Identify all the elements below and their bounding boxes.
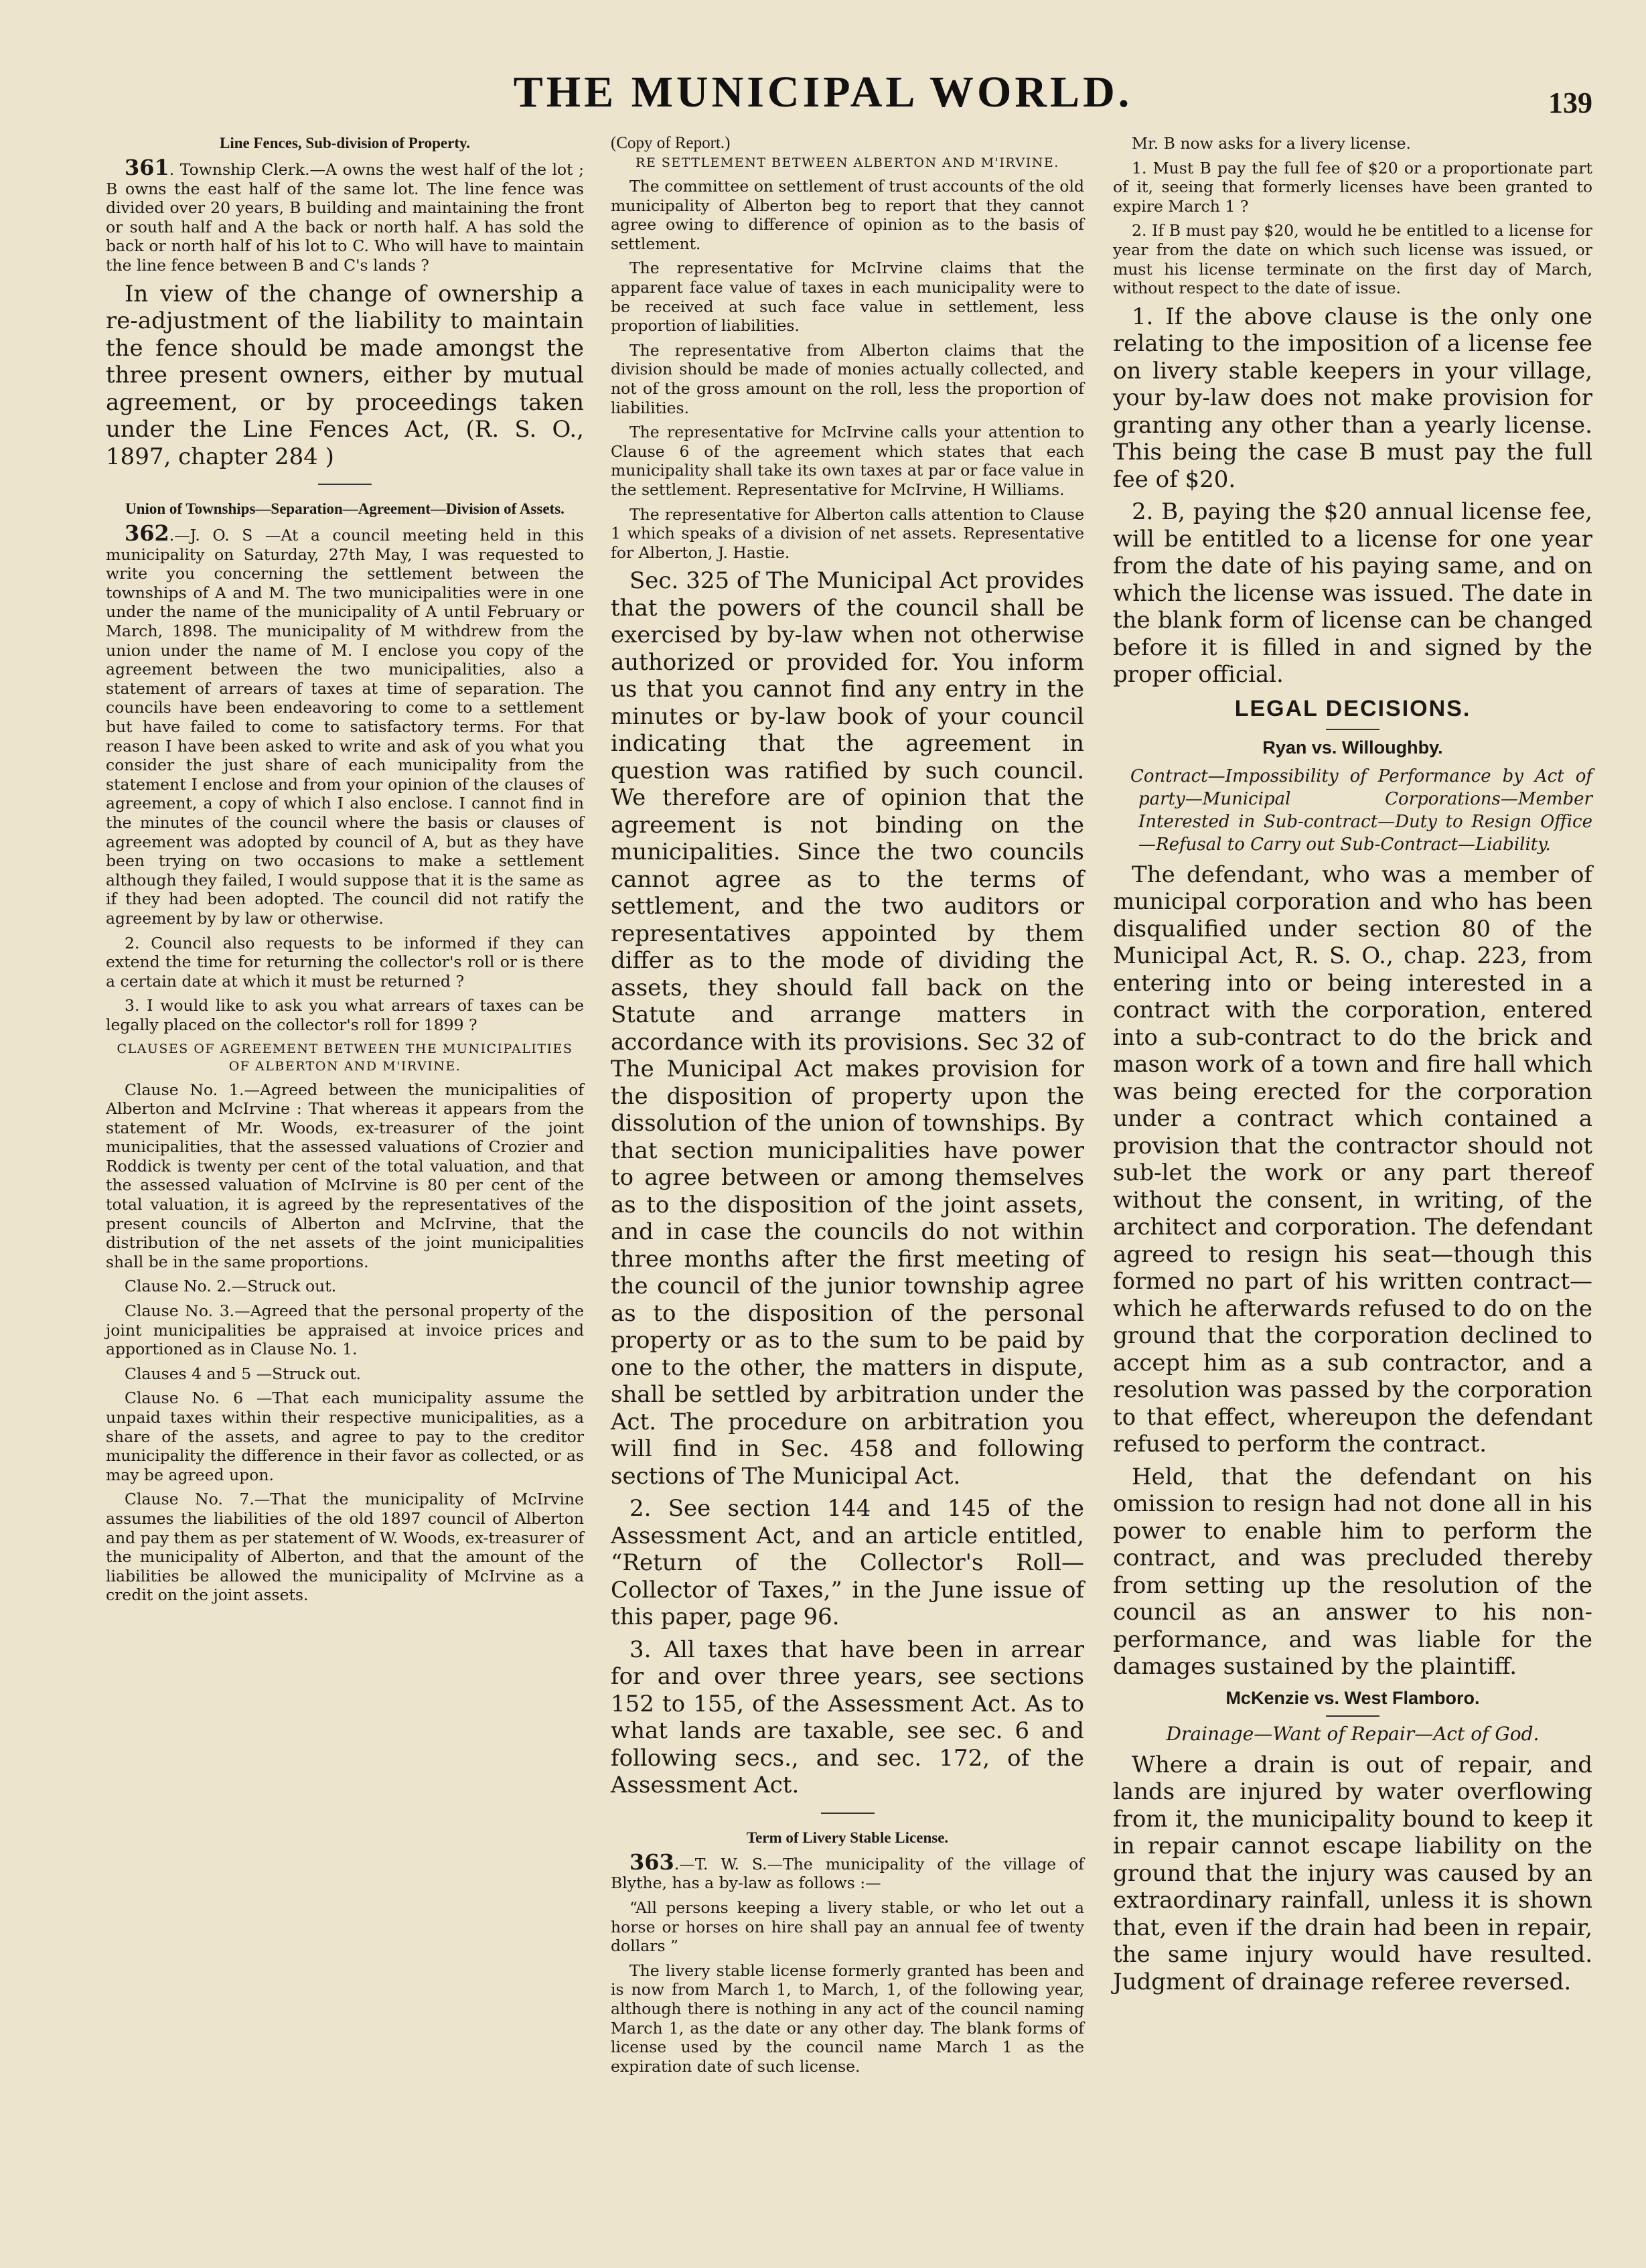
divider bbox=[1326, 1715, 1379, 1717]
q361-heading: Line Fences, Sub-division of Property. bbox=[220, 135, 470, 151]
case-2-summary: Drainage—Want of Repair—Act of God. bbox=[1166, 1722, 1540, 1745]
report-heading: RE SETTLEMENT BETWEEN ALBERTON AND M'IRVINE. bbox=[635, 155, 1059, 170]
q361-question-text: . Township Clerk.—A owns the west half of the lot ; B owns the east half of the same lot. The line fence was divided over 20 years, B building and maintaining the front or south half and A the back or north half. A has sold the back or north half of his lot to C. Who will have to maintain the line fence between B and C's lands ? bbox=[106, 160, 584, 275]
clauses-heading: CLAUSES OF AGREEMENT BETWEEN THE MUNICIPALITIES OF ALBERTON AND M'IRVINE. bbox=[117, 1041, 573, 1074]
q363-p6: 2. If B must pay $20, would he be entitled to a license for year from the date on which such license was issued, or must his license terminate on the first day of March, without respect to the date of issue. bbox=[1113, 221, 1592, 298]
legal-decisions-heading: LEGAL DECISIONS. bbox=[1234, 695, 1471, 721]
answer-p1: Sec. 325 of The Municipal Act provides that the powers of the council shall be exercised by by-law when not otherwise authorized or provided for. You inform us that you cannot find any entry in the minutes or by-law book of your council indicating that the agreement in question was ratified by such council. We therefore are of opinion that the agreement is not binding on the municipalities. Since the two councils cannot agree as to the terms of settlement, and the two auditors or representatives appointed by them differ as to the mode of dividing the assets, they should fall back on the Statute and arrange matters in accordance with its provisions. Sec 32 of The Municipal Act makes provision for the disposition of property upon the dissolution of the union of townships. By that section municipalities have power to agree between or among themselves as to the disposition of the joint assets, and in case the councils do not within three months after the first meeting of the council of the junior township agree as to the disposition of the personal property or as to the sum to be paid by one to the other, the matters in dispute, shall be settled by arbitration under the Act. The procedure on arbitration you will find in Sec. 458 and following sections of The Municipal Act. bbox=[611, 567, 1084, 1490]
answer-p3: 3. All taxes that have been in arrear for and over three years, see sections 152 to 155, of the Assessment Act. As to what lands are taxable, see sec. 6 and following secs., and sec. 172, of the Assessment Act. bbox=[611, 1636, 1084, 1799]
clause-1: Clause No. 1.—Agreed between the municipalities of Alberton and McIrvine : That whereas it appears from the statement of Mr. Woods, ex-treasurer of the joint municipalities, that the assessed valuations of Crozier and Roddick is twenty per cent of the total valuation, and that the assessed valuation of McIrvine is 80 per cent of the total valuation, it is agreed by the representatives of the present councils of Alberton and McIrvine, that the distribution of the net assets of the joint municipalities shall be in the same proportions. bbox=[106, 1080, 584, 1271]
case-1-title: Ryan vs. Willoughby. bbox=[1262, 737, 1443, 758]
answer-p2: 2. See section 144 and 145 of the Assessment Act, and an article entitled, “Return of the Collector's Roll—Collector of Taxes,” in the June issue of this paper, page 96. bbox=[611, 1495, 1084, 1631]
case-1-p2: Held, that the defendant on his omission to resign had not done all in his power to enable him to perform the contract, and was precluded thereby from setting up the resolution of the council as an answer to his non-performance, and was liable for the damages sustained by the plaintiff. bbox=[1113, 1463, 1592, 1681]
report-p1: The committee on settlement of trust accounts of the old municipality of Alberton beg to report that they cannot agree owing to difference of opinion as to the basis of settlement. bbox=[611, 177, 1084, 253]
q363-answer-2: 2. B, paying the $20 annual license fee, will be entitled to a license for one year from the date of his paying same, and on which the license was issued. The date in the blank form of license can be changed before it is filled in and signed by the proper official. bbox=[1113, 498, 1592, 689]
report-p4: The representative for McIrvine calls your attention to Clause 6 of the agreement which states that each municipality shall take its own taxes at par or face value in the settlement. Representative for McIrvine, H Williams. bbox=[611, 423, 1084, 499]
q363-p2: “All persons keeping a livery stable, or who let out a horse or horses on hire shall pay an annual fee of twenty dollars ” bbox=[611, 1898, 1084, 1956]
masthead-title: THE MUNICIPAL WORLD. bbox=[513, 68, 1133, 117]
q363-heading: Term of Livery Stable License. bbox=[746, 1829, 949, 1846]
case-2-title: McKenzie vs. West Flamboro. bbox=[1225, 1687, 1480, 1708]
q361-question bbox=[106, 155, 584, 275]
q362-p1-text: .—J. O. S —At a council meeting held in this municipality on Saturday, 27th May, I was requested to write you concerning the settlement between the townships of A and M. The two municipalities were in one under the name of the municipality of A until February or March, 1898. The municipality of M withdrew from the union under the name of M. I enclose you copy of the agreement between the two municipalities, also a statement of arrears of taxes at time of separation. The councils have been endeavoring to come to a settlement but have failed to come to satisfactory terms. For that reason I have been asked to write and ask of you what you consider the just share of each municipality from the statement I enclose and from your opinion of the clauses of agreement, a copy of which I also enclose. I cannot find in the minutes of the council where the basis or clauses of agreement was adopted by council of A, but as they have been trying on two occasions to make a settlement although they failed, I would suppose that it is the same as if they had been adopted. The council did not ratify the agreement by by law or otherwise. bbox=[106, 526, 584, 928]
q361-answer: In view of the change of ownership a re-adjustment of the liability to maintain the fence should be made amongst the three present owners, either by mutual agreement, or by proceedings taken under the Line Fences Act, (R. S. O., 1897, chapter 284 ) bbox=[106, 280, 584, 470]
divider bbox=[318, 484, 372, 485]
q363-p1-text: .—T. W. S.—The municipality of the village of Blythe, has a by-law as follows :— bbox=[611, 1854, 1084, 1893]
q362-p1 bbox=[106, 520, 584, 928]
report-p3: The representative from Alberton claims that the division should be made of monies actually collected, and not of the gross amount on the roll, less the proportion of liabilities. bbox=[611, 340, 1084, 417]
case-1-p1: The defendant, who was a member of municipal corporation and who has been disqualified under section 80 of the Municipal Act, R. S. O., chap. 223, from entering into or being interested in a contract with the corporation, entered into a sub-contract to do the brick and mason work of a town and fire hall which was being erected for the corporation under a contract which contained a provision that the contractor should not sub-let the work or any part thereof without the consent, in writing, of the architect and corporation. The defendant agreed to resign his seat—though this formed no part of his written contract—which he afterwards refused to do on the ground that the corporation declined to accept him as a sub contractor, and a resolution was passed by the corporation to that effect, whereupon the defendant refused to perform the contract. bbox=[1113, 861, 1592, 1458]
q362-p2: 2. Council also requests to be informed if they can extend the time for returning the collector's roll or is there a certain date at which it must be returned ? bbox=[106, 933, 584, 991]
report-p5: The representative for Alberton calls attention to Clause 1 which speaks of a division of net assets. Representative for Alberton, J. Hastie. bbox=[611, 504, 1084, 562]
q363-p5: 1. Must B pay the full fee of $20 or a proportionate part of it, seeing that formerly licenses have been granted to expire March 1 ? bbox=[1113, 158, 1592, 216]
clause-2: Clause No. 2.—Struck out. bbox=[125, 1277, 337, 1296]
q363-p3: The livery stable license formerly granted has been and is now from March 1, to March, 1, of the following year, although there is nothing in any act of the council naming March 1, as the date or any other day. The blank forms of license used by the council name March 1 as the expiration date of such license. bbox=[611, 1961, 1084, 2076]
case-1-summary: Contract—Impossibility of Performance by Act of party—Municipal Corporations—Member Interested in Sub-contract—Duty to Resign Office—Refusal to Carry out Sub-Contract—Liability. bbox=[1130, 766, 1592, 855]
column-2 bbox=[611, 134, 1084, 2081]
clause-4-5: Clauses 4 and 5 —Struck out. bbox=[125, 1364, 362, 1383]
clause-6: Clause No. 6 —That each municipality assume the unpaid taxes within their respective municipalities, as a share of the assets, and agree to pay to the creditor municipality the difference in their favor as collected, or as may be agreed upon. bbox=[106, 1389, 584, 1484]
q362-heading: Union of Townships—Separation—Agreement—Division of Assets. bbox=[125, 500, 565, 518]
q362-p3: 3. I would like to ask you what arrears of taxes can be legally placed on the collector's roll for 1899 ? bbox=[106, 996, 584, 1034]
divider bbox=[821, 1813, 875, 1814]
report-label: (Copy of Report.) bbox=[611, 134, 731, 152]
column-3 bbox=[1113, 134, 1592, 2001]
q363-p1 bbox=[611, 1849, 1084, 1893]
report-p2: The representative for McIrvine claims that the apparent face value of taxes in each municipality were to be received at such face value in settlement, less proportion of liabilities. bbox=[611, 259, 1084, 336]
divider bbox=[1326, 729, 1379, 730]
column-1 bbox=[106, 134, 584, 1610]
q363-p4: Mr. B now asks for a livery license. bbox=[1132, 134, 1411, 153]
clause-3: Clause No. 3.—Agreed that the personal property of the joint municipalities be appraised at invoice prices and apportioned as in Clause No. 1. bbox=[106, 1301, 584, 1359]
q363-number: 363 bbox=[629, 1849, 674, 1875]
clause-7: Clause No. 7.—That the municipality of McIrvine assumes the liabilities of the old 1897 council of Alberton and pay them as per statement of W. Woods, ex-treasurer of the municipality of Alberton, and that the amount of the liabilities be allowed the municipality of McIrvine as a credit on the joint assets. bbox=[106, 1490, 584, 1605]
q362-number: 362 bbox=[125, 520, 169, 547]
page-number: 139 bbox=[1548, 86, 1592, 119]
q363-answer-1: 1. If the above clause is the only one relating to the imposition of a license fee on livery stable keepers in your village, your by-law does not make provision for granting any other than a yearly license. This being the case B must pay the full fee of $20. bbox=[1113, 303, 1592, 493]
case-2-p1: Where a drain is out of repair, and lands are injured by water overflowing from it, the municipality bound to keep it in repair cannot escape liability on the ground that the injury was caused by an extraordinary rainfall, unless it is shown that, even if the drain had been in repair, the same injury would have resulted. Judgment of drainage referee reversed. bbox=[1113, 1751, 1592, 1995]
q361-number: 361 bbox=[125, 155, 169, 180]
